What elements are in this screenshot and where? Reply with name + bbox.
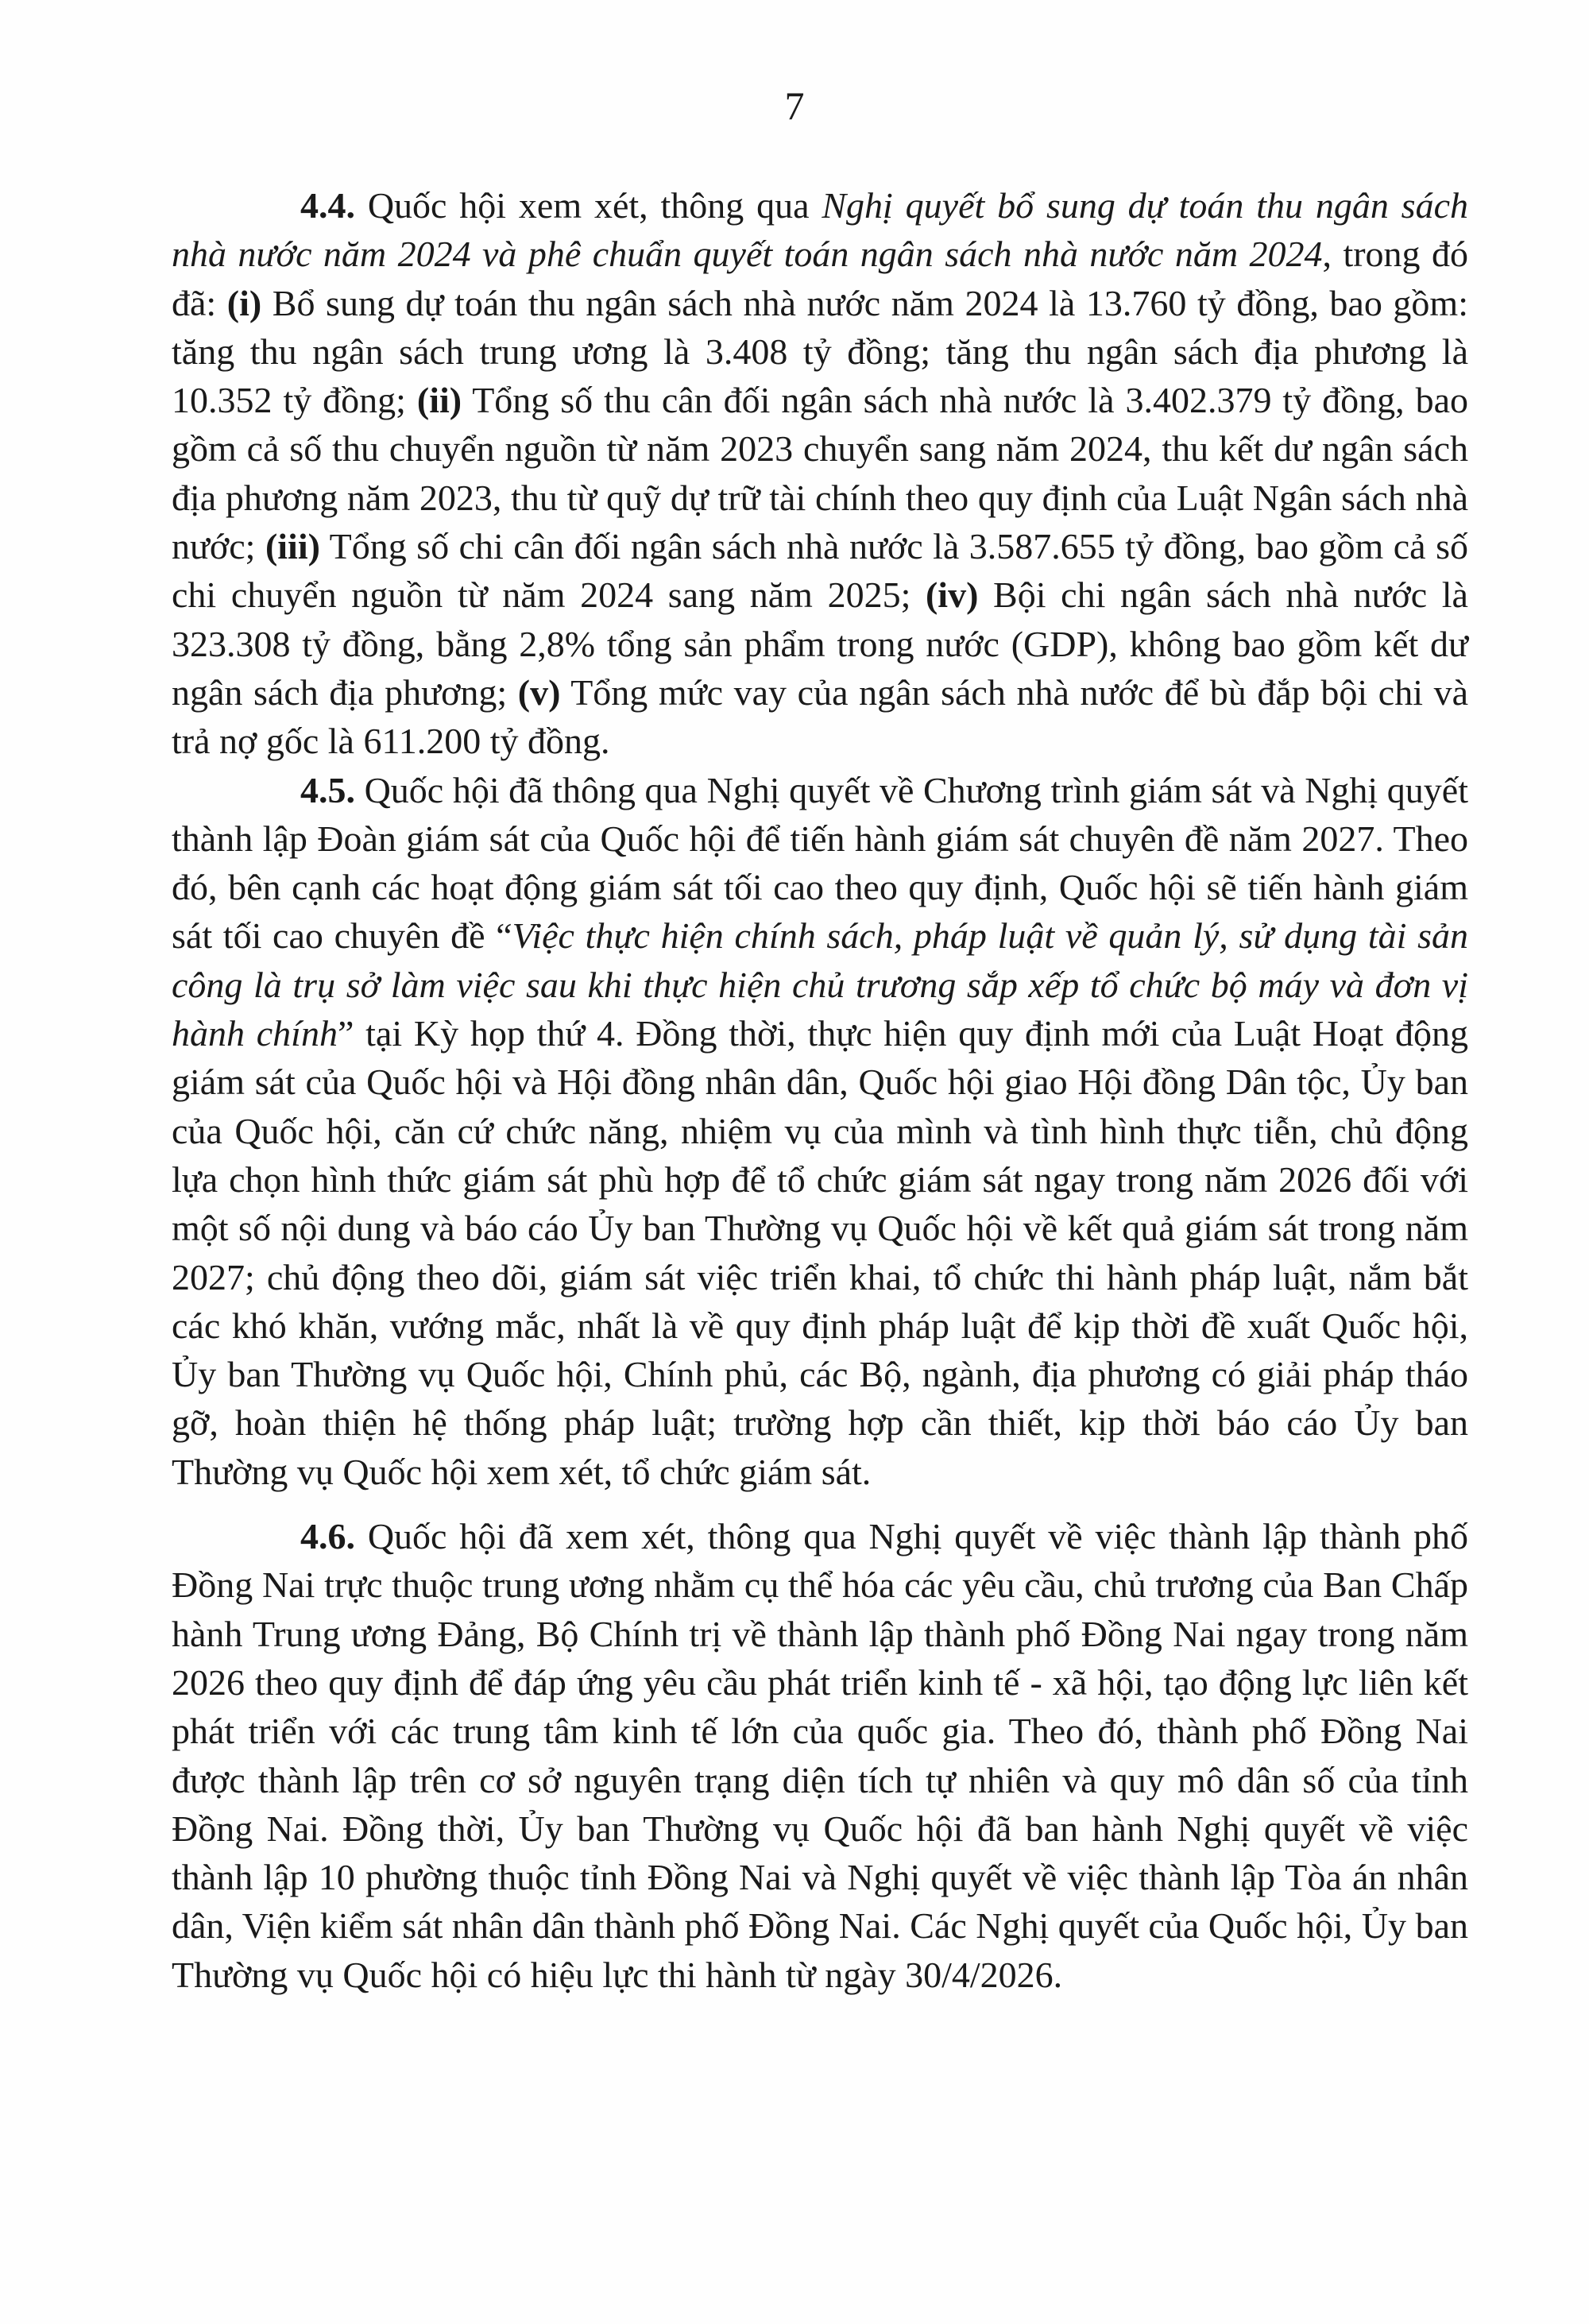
supervision-topic: Việc thực hiện chính sách, pháp luật về quản lý, sử dụng tài sản công là trụ sở làm việc sau khi thực hiện chủ trương sắp xếp tổ chức bộ máy và đơn vị hành chính	[172, 915, 1468, 1054]
paragraph-text	[172, 770, 1468, 1492]
paragraph-text	[172, 185, 1468, 761]
resolution-title: Nghị quyết bổ sung dự toán thu ngân sách nhà nước năm 2024 và phê chuẩn quyết toán ngân sách nhà nước năm 2024	[172, 185, 1468, 275]
paragraph-4-4	[172, 181, 1468, 766]
text-segment: Bổ sung dự toán thu ngân sách nhà nước năm 2024 là 13.760 tỷ đồng, bao gồm: tăng thu ngân sách trung ương là 3.408 tỷ đồng; tăng thu ngân sách địa phương là 10.352 tỷ đồng;	[172, 282, 1468, 421]
item-marker: (iii)	[265, 526, 320, 567]
item-marker: (iv)	[925, 574, 979, 616]
section-number: 4.5.	[300, 769, 355, 810]
text-segment: Tổng số chi cân đối ngân sách nhà nước là 3.587.655 tỷ đồng, bao gồm cả số chi chuyển nguồn từ năm 2024 sang năm 2025;	[172, 526, 1468, 616]
item-marker: (i)	[226, 282, 262, 323]
text-segment: Quốc hội đã xem xét, thông qua Nghị quyết về việc thành lập thành phố Đồng Nai trực thuộc trung ương nhằm cụ thể hóa các yêu cầu, chủ trương của Ban Chấp hành Trung ương Đảng, Bộ Chính trị về thành lập thành phố Đồng Nai ngay trong năm 2026 theo quy định để đáp ứng yêu cầu phát triển kinh tế - xã hội, tạo động lực liên kết phát triển với các trung tâm kinh tế lớn của quốc gia. Theo đó, thành phố Đồng Nai được thành lập trên cơ sở nguyên trạng diện tích tự nhiên và quy mô dân số của tỉnh Đồng Nai. Đồng thời, Ủy ban Thường vụ Quốc hội đã ban hành Nghị quyết về việc thành lập 10 phường thuộc tỉnh Đồng Nai và Nghị quyết về việc thành lập Tòa án nhân dân, Viện kiểm sát nhân dân thành phố Đồng Nai. Các Nghị quyết của Quốc hội, Ủy ban Thường vụ Quốc hội có hiệu lực thi hành từ ngày 30/4/2026.	[172, 1516, 1468, 1995]
section-number: 4.4.	[300, 185, 355, 226]
paragraph-4-6	[172, 1512, 1468, 1999]
item-marker: (v)	[517, 671, 561, 713]
section-number: 4.6.	[300, 1516, 355, 1557]
text-segment: Quốc hội xem xét, thông qua	[355, 185, 822, 226]
text-segment: Tổng số thu cân đối ngân sách nhà nước là 3.402.379 tỷ đồng, bao gồm cả số thu chuyển nguồn từ năm 2023 chuyển sang năm 2024, thu kết dư ngân sách địa phương năm 2023, thu từ quỹ dự trữ tài chính theo quy định của Luật Ngân sách nhà nước;	[172, 380, 1468, 567]
paragraph-text	[172, 1516, 1468, 1995]
text-segment: , trong đó đã:	[172, 234, 1468, 323]
text-segment: Tổng mức vay của ngân sách nhà nước để bù đắp bội chi và trả nợ gốc là 611.200 tỷ đồng.	[172, 671, 1468, 762]
document-body	[172, 181, 1468, 1999]
text-segment: ” tại Kỳ họp thứ 4. Đồng thời, thực hiện quy định mới của Luật Hoạt động giám sát của Quốc hội và Hội đồng nhân dân, Quốc hội giao Hội đồng Dân tộc, Ủy ban của Quốc hội, căn cứ chức năng, nhiệm vụ của mình và tình hình thực tiễn, chủ động lựa chọn hình thức giám sát phù hợp để tổ chức giám sát ngay trong năm 2026 đối với một số nội dung và báo cáo Ủy ban Thường vụ Quốc hội về kết quả giám sát trong năm 2027; chủ động theo dõi, giám sát việc triển khai, tổ chức thi hành pháp luật, nắm bắt các khó khăn, vướng mắc, nhất là về quy định pháp luật để kịp thời đề xuất Quốc hội, Ủy ban Thường vụ Quốc hội, Chính phủ, các Bộ, ngành, địa phương có giải pháp tháo gỡ, hoàn thiện hệ thống pháp luật; trường hợp cần thiết, kịp thời báo cáo Ủy ban Thường vụ Quốc hội xem xét, tổ chức giám sát.	[172, 1013, 1468, 1492]
item-marker: (ii)	[416, 380, 462, 421]
paragraph-4-5	[172, 766, 1468, 1496]
text-segment: Quốc hội đã thông qua Nghị quyết về Chương trình giám sát và Nghị quyết thành lập Đoàn giám sát của Quốc hội để tiến hành giám sát chuyên đề năm 2027. Theo đó, bên cạnh các hoạt động giám sát tối cao theo quy định, Quốc hội sẽ tiến hành giám sát tối cao chuyên đề “	[172, 769, 1468, 957]
page-number: 7	[784, 83, 805, 128]
text-segment: Bội chi ngân sách nhà nước là 323.308 tỷ đồng, bằng 2,8% tổng sản phẩm trong nước (GDP), không bao gồm kết dư ngân sách địa phương;	[172, 574, 1468, 713]
